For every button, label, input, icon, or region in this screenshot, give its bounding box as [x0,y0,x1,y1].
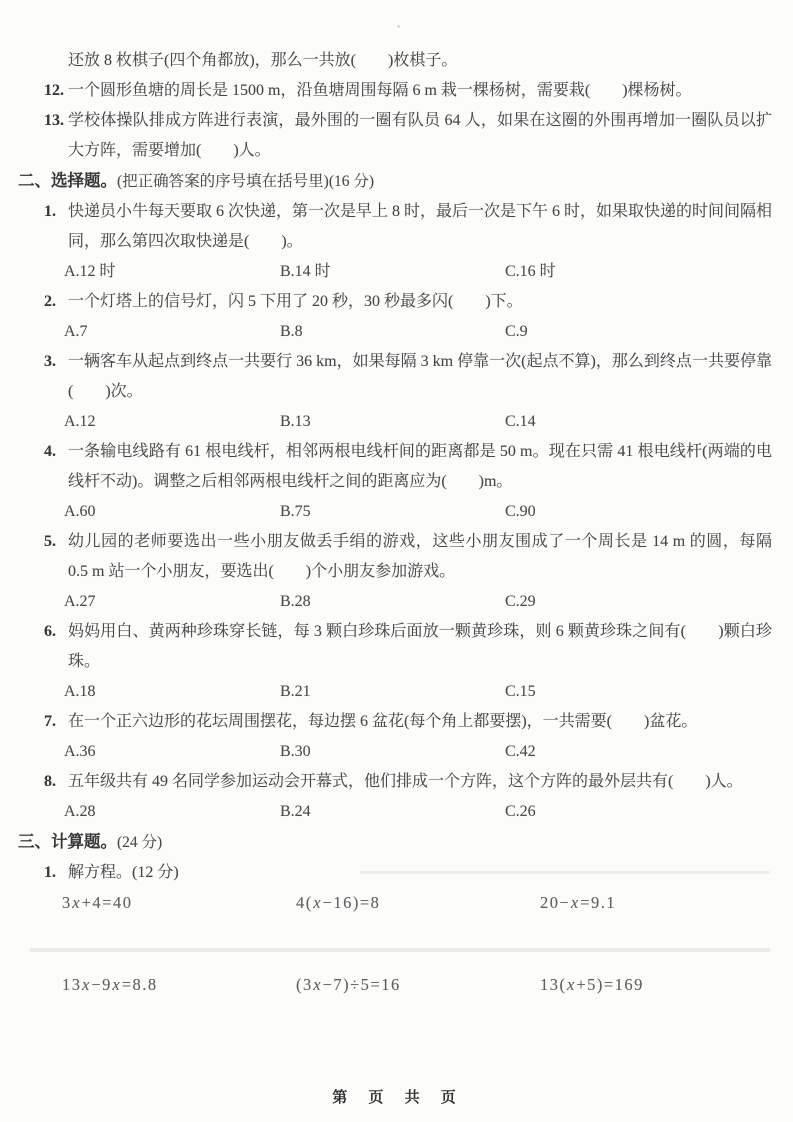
option-c: C.15 [505,683,536,700]
options-row [64,797,772,827]
question-13 [0,106,793,166]
choice-question-6 [0,617,793,707]
option-a: A.18 [64,683,96,700]
choice-question-5 [0,527,793,617]
equation-row-2 [0,970,783,1000]
section-3-header [18,827,772,858]
section-3-subtitle: (24 分) [117,834,163,851]
equation: (3x−7)÷5=16 [296,975,401,994]
equation: 13x−9x=8.8 [62,975,158,994]
options-row [64,257,772,287]
page-footer: 第 页 共 页 [332,1089,461,1106]
worksheet-content [0,46,793,1000]
option-a: A.12 时 [64,263,116,280]
question-number: 1. [44,203,56,220]
option-b: B.75 [280,503,311,520]
subsection-label: 解方程。(12 分) [68,864,179,881]
options-row [64,587,772,617]
question-number: 3. [44,353,56,370]
question-text: 学校体操队排成方阵进行表演，最外围的一圈有队员 64 人，如果在这圈的外围再增加一圈队员以扩大方阵，需要增加( )人。 [68,112,772,159]
option-b: B.24 [280,803,311,820]
question-text: 在一个正六边形的花坛周围摆花，每边摆 6 盆花(每个角上都要摆)，一共需要( )盆花。 [68,713,698,730]
options-row [64,737,772,767]
option-c: C.90 [505,503,536,520]
question-text: 五年级共有 49 名同学参加运动会开幕式，他们排成一个方阵，这个方阵的最外层共有( )人。 [68,773,743,790]
option-a: A.27 [64,593,96,610]
choice-question-4 [0,437,793,527]
option-c: C.26 [505,803,536,820]
option-b: B.28 [280,593,311,610]
option-a: A.12 [64,413,96,430]
question-number: 12. [44,82,64,99]
option-c: C.9 [505,323,528,340]
option-b: B.30 [280,743,311,760]
option-b: B.8 [280,323,303,340]
question-12 [0,76,793,106]
option-c: C.16 时 [505,263,556,280]
option-a: A.60 [64,503,96,520]
option-a: A.7 [64,323,88,340]
equation: 13(x+5)=169 [540,975,644,994]
choice-question-1 [0,197,793,287]
question-number: 4. [44,443,56,460]
option-b: B.21 [280,683,311,700]
option-c: C.42 [505,743,536,760]
equation: 4(x−16)=8 [296,893,381,912]
choice-question-2 [0,287,793,347]
question-number: 8. [44,773,56,790]
question-text: 快递员小牛每天要取 6 次快递，第一次是早上 8 时，最后一次是下午 6 时，如果取快递的时间间隔相同，那么第四次取快递是( )。 [68,203,773,250]
solve-equations-heading [0,858,793,888]
choice-question-8 [0,767,793,827]
section-3-title: 三、计算题。 [18,832,117,851]
question-text: 妈妈用白、黄两种珍珠穿长链，每 3 颗白珍珠后面放一颗黄珍珠，则 6 颗黄珍珠之间有( )颗白珍珠。 [68,623,772,670]
option-a: A.36 [64,743,96,760]
option-a: A.28 [64,803,96,820]
option-c: C.14 [505,413,536,430]
choice-question-3 [0,347,793,437]
section-2-subtitle: (把正确答案的序号填在括号里)(16 分) [117,173,375,190]
question-text: 一条输电线路有 61 根电线杆，相邻两根电线杆间的距离都是 50 m。现在只需 41 根电线杆(两端的电线杆不动)。调整之后相邻两根电线杆之间的距离应为( )m。 [68,443,772,490]
section-2-header [18,166,772,197]
scan-artifact [397,25,400,28]
option-b: B.13 [280,413,311,430]
option-c: C.29 [505,593,536,610]
question-number: 7. [44,713,56,730]
equation: 3x+4=40 [62,893,133,912]
question-number: 5. [44,533,56,550]
question-text: 一个灯塔上的信号灯，闪 5 下用了 20 秒，30 秒最多闪( )下。 [68,293,523,310]
question-text: 幼儿园的老师要选出一些小朋友做丢手绢的游戏，这些小朋友围成了一个周长是 14 m 的圆，每隔 0.5 m 站一个小朋友，要选出( )个小朋友参加游戏。 [68,533,772,580]
section-2-title: 二、选择题。 [18,171,117,190]
equation: 20−x=9.1 [540,893,617,912]
options-row [64,497,772,527]
choice-question-7 [0,707,793,767]
options-row [64,317,772,347]
question-number: 1. [44,864,56,881]
question-text: 一辆客车从起点到终点一共要行 36 km，如果每隔 3 km 停靠一次(起点不算)，那么到终点一共要停靠( )次。 [68,353,772,400]
question-number: 2. [44,293,56,310]
question-number: 6. [44,623,56,640]
question-11-continuation-text: 还放 8 枚棋子(四个角都放)，那么一共放( )枚棋子。 [68,52,458,69]
options-row [64,677,772,707]
question-text: 一个圆形鱼塘的周长是 1500 m，沿鱼塘周围每隔 6 m 栽一棵杨树，需要栽( )棵杨树。 [68,82,692,99]
question-number: 13. [44,112,64,129]
options-row [64,407,772,437]
equation-row-1 [0,888,783,918]
option-b: B.14 时 [280,263,331,280]
